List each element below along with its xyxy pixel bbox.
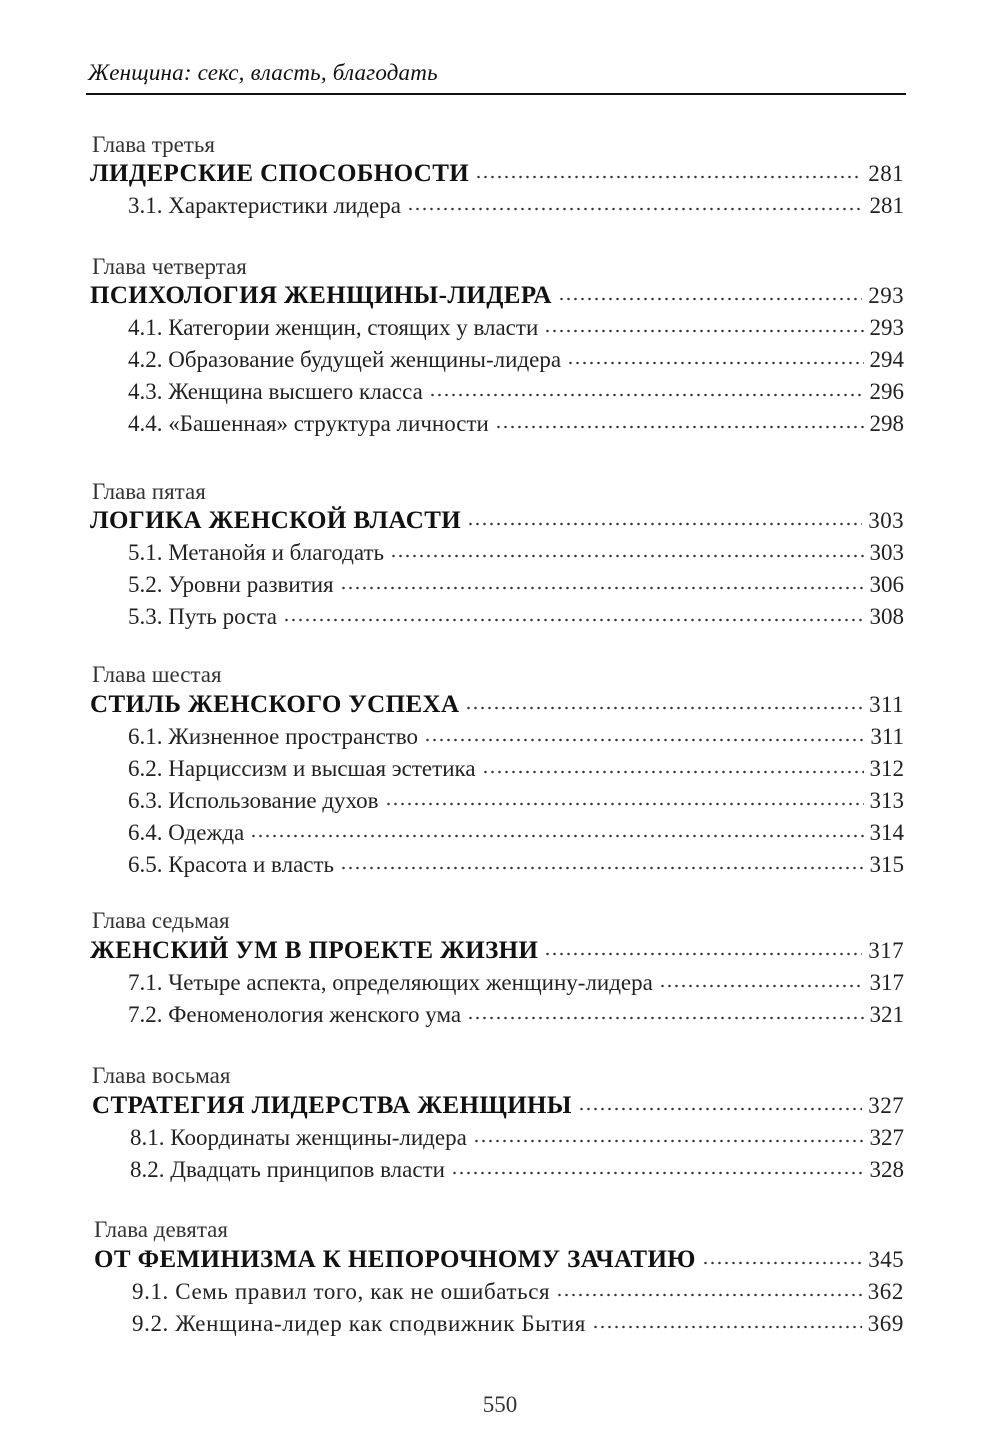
section-title: 6.1. Жизненное пространство <box>128 724 419 749</box>
dot-leader <box>544 327 863 335</box>
chapter-label: Глава девятая <box>94 1217 228 1242</box>
section-entry[interactable] <box>128 1000 904 1030</box>
section-entry[interactable] <box>128 602 904 632</box>
page-ref: 294 <box>869 347 904 372</box>
page-ref: 296 <box>869 379 904 404</box>
section-title: 9.1. Семь правил того, как не ошибаться <box>132 1279 551 1304</box>
section-title: 4.4. «Башенная» структура личности <box>128 411 489 436</box>
dot-leader <box>567 359 863 367</box>
page-ref: 369 <box>867 1311 904 1336</box>
dot-leader <box>544 950 862 958</box>
chapter-title: ЛОГИКА ЖЕНСКОЙ ВЛАСТИ <box>90 507 462 534</box>
section-entry[interactable] <box>128 754 904 784</box>
dot-leader <box>467 520 862 528</box>
page-ref: 281 <box>868 161 904 186</box>
page-ref: 311 <box>869 692 904 717</box>
chapter-title: ОТ ФЕМИНИЗМА К НЕПОРОЧНОМУ ЗАЧАТИЮ <box>94 1246 696 1273</box>
chapter-title: ПСИХОЛОГИЯ ЖЕНЩИНЫ-ЛИДЕРА <box>90 282 552 309</box>
section-entry[interactable] <box>128 538 904 568</box>
chapter-entry[interactable] <box>90 690 904 720</box>
section-title: 6.5. Красота и власть <box>128 852 335 877</box>
page-ref: 362 <box>867 1279 904 1304</box>
section-title: 5.1. Метанойя и благодать <box>128 540 385 565</box>
dot-leader <box>467 1014 863 1022</box>
section-title: 5.2. Уровни развития <box>128 572 334 597</box>
dot-leader <box>465 704 863 712</box>
dot-leader <box>592 1323 862 1331</box>
section-title: 6.3. Использование духов <box>128 788 379 813</box>
section-title: 7.2. Феноменология женского ума <box>128 1002 462 1027</box>
chapter-label: Глава третья <box>92 132 215 157</box>
page-number: 550 <box>482 1392 518 1417</box>
header-rule <box>86 93 906 95</box>
section-entry[interactable] <box>128 850 904 880</box>
section-title: 6.2. Нарциссизм и высшая эстетика <box>128 756 476 781</box>
chapter-label: Глава пятая <box>92 479 206 504</box>
dot-leader <box>556 1291 862 1299</box>
dot-leader <box>451 1169 864 1177</box>
page-ref: 308 <box>869 604 904 629</box>
chapter-label: Глава седьмая <box>92 908 230 933</box>
section-title: 4.3. Женщина высшего класса <box>128 379 423 404</box>
page-ref: 321 <box>869 1002 904 1027</box>
page-ref: 313 <box>869 788 904 813</box>
section-entry[interactable] <box>128 722 904 752</box>
chapter-label: Глава шестая <box>92 662 222 687</box>
dot-leader <box>390 552 863 560</box>
page-ref: 281 <box>869 193 904 218</box>
running-title: Женщина: секс, власть, благодать <box>88 60 438 85</box>
section-title: 5.3. Путь роста <box>128 604 277 629</box>
chapter-entry[interactable] <box>90 281 904 311</box>
dot-leader <box>659 982 864 990</box>
page-ref: 312 <box>869 756 904 781</box>
chapter-label: Глава восьмая <box>92 1063 231 1088</box>
chapter-entry[interactable] <box>94 1245 904 1275</box>
page-ref: 303 <box>869 540 904 565</box>
section-title: 4.2. Образование будущей женщины-лидера <box>128 347 562 372</box>
chapter-entry[interactable] <box>90 159 904 189</box>
section-entry[interactable] <box>128 345 904 375</box>
section-title: 4.1. Категории женщин, стоящих у власти <box>128 315 539 340</box>
page-ref: 317 <box>868 938 904 963</box>
dot-leader <box>482 768 864 776</box>
section-entry[interactable] <box>132 1309 904 1339</box>
dot-leader <box>429 391 864 399</box>
dot-leader <box>385 800 864 808</box>
page-ref: 327 <box>869 1125 904 1150</box>
chapter-title: ЖЕНСКИЙ УМ В ПРОЕКТЕ ЖИЗНИ <box>90 937 539 964</box>
chapter-label: Глава четвертая <box>92 254 247 279</box>
section-entry[interactable] <box>130 1155 904 1185</box>
section-title: 3.1. Характеристики лидера <box>128 193 401 218</box>
dot-leader <box>283 616 864 624</box>
page-ref: 315 <box>869 852 904 877</box>
page-ref: 293 <box>869 315 904 340</box>
chapter-entry[interactable] <box>90 936 904 966</box>
section-title: 6.4. Одежда <box>128 820 245 845</box>
page-ref: 345 <box>868 1247 904 1272</box>
dot-leader <box>424 736 864 744</box>
page-ref: 298 <box>869 411 904 436</box>
dot-leader <box>250 832 863 840</box>
page-ref: 317 <box>869 970 904 995</box>
section-entry[interactable] <box>128 570 904 600</box>
section-title: 7.1. Четыре аспекта, определяющих женщину-лидера <box>128 970 653 995</box>
chapter-entry[interactable] <box>90 506 904 536</box>
dot-leader <box>702 1259 862 1267</box>
section-entry[interactable] <box>128 968 904 998</box>
dot-leader <box>475 173 862 181</box>
page-ref: 314 <box>869 820 904 845</box>
chapter-title: СТРАТЕГИЯ ЛИДЕРСТВА ЖЕНЩИНЫ <box>92 1092 572 1119</box>
section-entry[interactable] <box>132 1277 904 1307</box>
section-entry[interactable] <box>128 786 904 816</box>
section-title: 9.2. Женщина-лидер как сподвижник Бытия <box>132 1311 586 1336</box>
dot-leader <box>407 205 864 213</box>
section-entry[interactable] <box>130 1123 904 1153</box>
page-ref: 328 <box>869 1157 904 1182</box>
dot-leader <box>340 864 863 872</box>
section-entry[interactable] <box>128 377 904 407</box>
dot-leader <box>473 1137 864 1145</box>
dot-leader <box>578 1105 862 1113</box>
page-ref: 311 <box>870 724 904 749</box>
chapter-entry[interactable] <box>92 1091 904 1121</box>
dot-leader <box>340 584 864 592</box>
dot-leader <box>558 295 863 303</box>
section-title: 8.2. Двадцать принципов власти <box>130 1157 445 1182</box>
page-ref: 327 <box>868 1093 904 1118</box>
section-entry[interactable] <box>128 313 904 343</box>
section-title: 8.1. Координаты женщины-лидера <box>130 1125 467 1150</box>
chapter-title: ЛИДЕРСКИЕ СПОСОБНОСТИ <box>90 160 470 187</box>
page-ref: 303 <box>868 508 904 533</box>
page-ref: 293 <box>868 283 904 308</box>
section-entry[interactable] <box>128 409 904 439</box>
page-ref: 306 <box>869 572 904 597</box>
dot-leader <box>495 423 864 431</box>
section-entry[interactable] <box>128 818 904 848</box>
section-entry[interactable] <box>128 191 904 221</box>
chapter-title: СТИЛЬ ЖЕНСКОГО УСПЕХА <box>90 691 460 718</box>
